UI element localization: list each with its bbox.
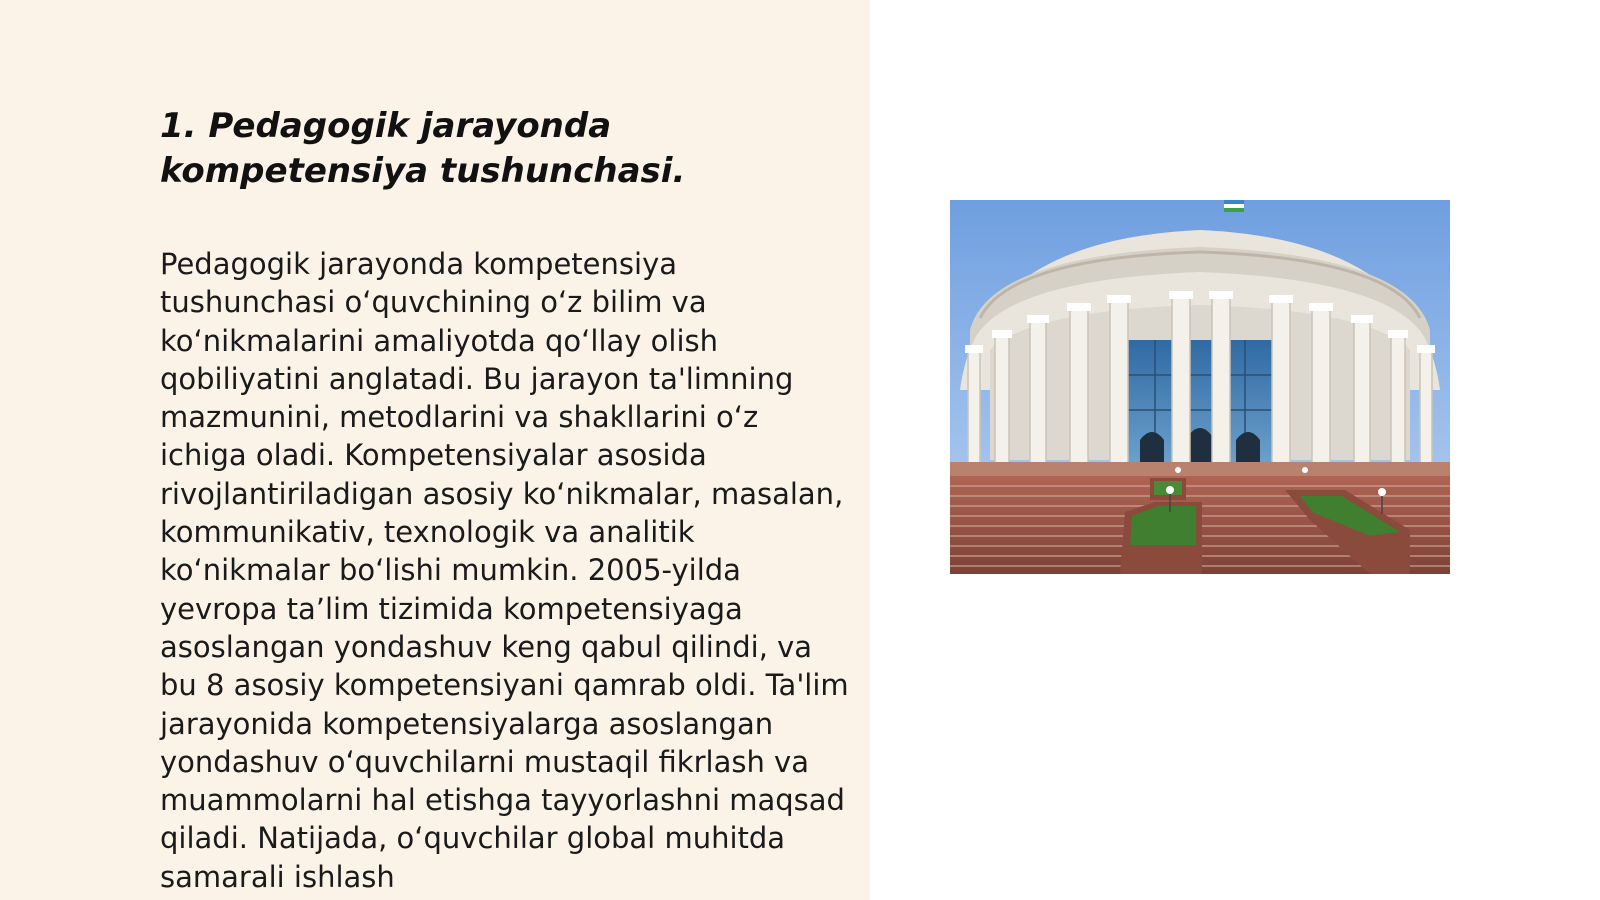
building-photo [950,200,1450,574]
building-illustration [950,200,1450,574]
slide-body-text: Pedagogik jarayonda kompetensiya tushunchasi o‘quvchining o‘z bilim va ko‘nikmalarini amaliyotda qo‘llay olish qobiliyatini anglatadi. Bu jarayon ta'limning mazmunini, metodlarini va shakllarini o‘z ichiga oladi. Kompetensiyalar asosida rivojlantiriladigan asosiy ko‘nikmalar, masalan, kommunikativ, texnologik va analitik ko‘nikmalar bo‘lishi mumkin. 2005-yilda yevropa ta’lim tizimida kompetensiyaga asoslangan yondashuv keng qabul qilindi, va bu 8 asosiy kompetensiyani qamrab oldi. Ta'lim jarayonida kompetensiyalarga asoslangan yondashuv o‘quvchilarni mustaqil fikrlash va muammolarni hal etishga tayyorlashni maqsad qiladi. Natijada, o‘quvchilar global muhitda samarali ishlash [160,247,849,894]
slide-title: 1. Pedagogik jarayonda kompetensiya tushunchasi. [160,106,686,191]
